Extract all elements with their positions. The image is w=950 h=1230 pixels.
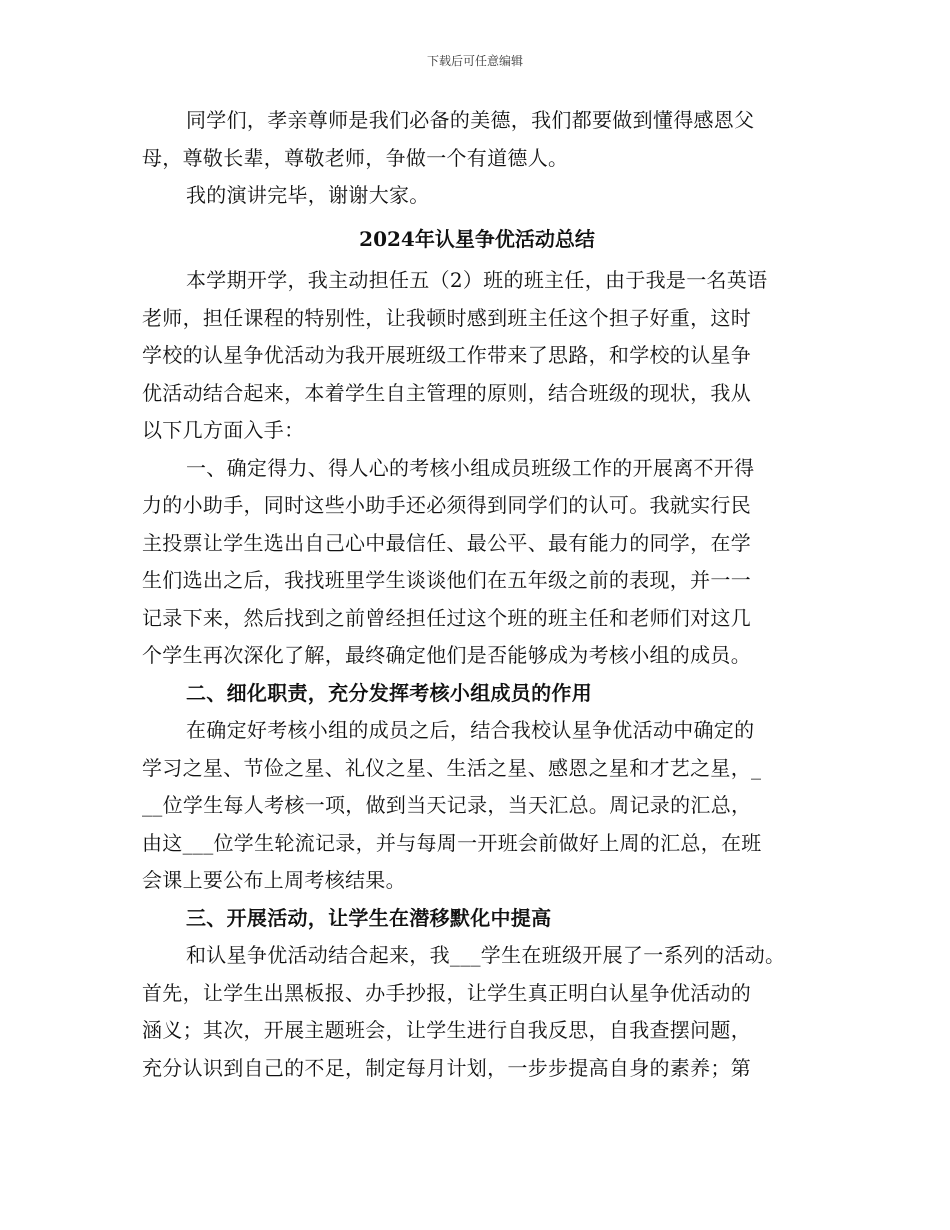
paragraph-line: 我的演讲完毕，谢谢大家。: [186, 183, 430, 207]
paragraph-line: 学习之星、节俭之星、礼仪之星、生活之星、感恩之星和才艺之星，_: [142, 755, 762, 780]
paragraph-line: 首先，让学生出黑板报、办手抄报，让学生真正明白认星争优活动的: [142, 980, 751, 1005]
paragraph-line: 一、确定得力、得人心的考核小组成员班级工作的开展离不开得: [186, 455, 755, 480]
document-body: [142, 110, 812, 1095]
section-heading: 三、开展活动，让学生在潜移默化中提高: [186, 905, 552, 930]
paragraph-line: 在确定好考核小组的成员之后，结合我校认星争优活动中确定的: [186, 718, 755, 742]
paragraph-line: 学校的认星争优活动为我开展班级工作带来了思路，和学校的认星争: [142, 343, 751, 367]
paragraph-line: 和认星争优活动结合起来，我___学生在班级开展了一系列的活动。: [186, 943, 786, 967]
paragraph-line: __位学生每人考核一项，做到当天记录，当天汇总。周记录的汇总，: [142, 793, 752, 817]
paragraph-line: 会课上要公布上周考核结果。: [142, 868, 406, 892]
paragraph-line: 生们选出之后，我找班里学生谈谈他们在五年级之前的表现，并一一: [142, 568, 751, 592]
paragraph-line: 优活动结合起来，本着学生自主管理的原则，结合班级的现状，我从: [142, 380, 751, 405]
paragraph-line: 记录下来，然后找到之前曾经担任过这个班的班主任和老师们对这几: [142, 605, 751, 630]
paragraph-line: 老师，担任课程的特别性，让我顿时感到班主任这个担子好重，这时: [142, 305, 751, 330]
paragraph-line: 本学期开学，我主动担任五（2）班的班主任，由于我是一名英语: [186, 268, 768, 292]
section-title: 2024年认星争优活动总结: [359, 226, 595, 251]
section-heading: 二、细化职责，充分发挥考核小组成员的作用: [186, 680, 592, 705]
paragraph-line: 个学生再次深化了解，最终确定他们是否能够成为考核小组的成员。: [142, 643, 751, 667]
paragraph-line: 母，尊敬长辈，尊敬老师，争做一个有道德人。: [142, 145, 569, 170]
paragraph-line: 由这___位学生轮流记录，并与每周一开班会前做好上周的汇总，在班: [142, 830, 762, 855]
paragraph-line: 以下几方面入手：: [142, 418, 305, 442]
paragraph-line: 力的小助手，同时这些小助手还必须得到同学们的认可。我就实行民: [142, 493, 751, 517]
paragraph-line: 同学们，孝亲尊师是我们必备的美德，我们都要做到懂得感恩父: [186, 108, 755, 132]
paragraph-line: 主投票让学生选出自己心中最信任、最公平、最有能力的同学，在学: [142, 530, 751, 555]
paragraph-line: 涵义；其次，开展主题班会，让学生进行自我反思，自我查摆问题，: [142, 1018, 751, 1042]
page-header: 下载后可任意编辑: [426, 54, 523, 68]
paragraph-line: 充分认识到自己的不足，制定每月计划，一步步提高自身的素养；第: [142, 1055, 751, 1080]
